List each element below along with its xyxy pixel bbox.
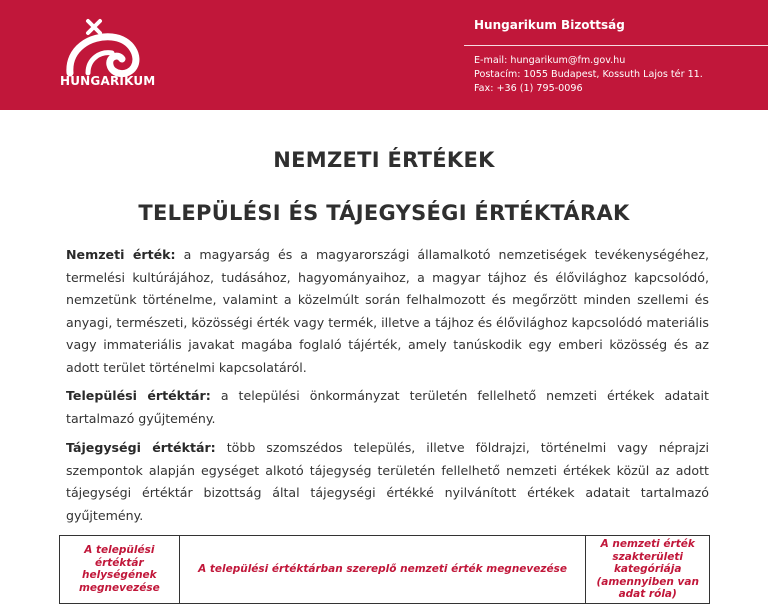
- table-header-row: [60, 536, 710, 604]
- definition-text: a települési önkormányzat területén fellelhető nemzeti értékek adatait tartalmazó gyűjtemény.: [66, 388, 709, 426]
- definition-paragraph: [66, 244, 709, 379]
- definition-term: Nemzeti érték:: [66, 247, 176, 262]
- organization-name: Hungarikum Bizottság: [474, 18, 625, 32]
- definition-text: a magyarság és a magyarországi államalkotó nemzetiségek tevékenységéhez, termelési kultúrájához, tudásához, hagyományaihoz, a magyar tájhoz és élővilághoz kapcsolódó, nemzetünk történelme, valamint a közelmúlt során felhalmozott és megőrzött minden szellemi és anyagi, természeti, közösségi érték vagy termék, illetve a tájhoz és élővilághoz kapcsolódó materiális vagy immateriális javakat magába foglaló tájérték, amely tanúskodik egy emberi közösség és az adott terület történelmi kapcsolatáról.: [66, 247, 709, 375]
- column-header-value-name: A települési értéktárban szereplő nemzeti érték megnevezése: [179, 536, 586, 604]
- definition-term: Települési értéktár:: [66, 388, 211, 403]
- header-band: [0, 0, 768, 110]
- values-table-wrapper: [59, 535, 710, 611]
- column-header-settlement: A települési értéktár helységének megnevezése: [60, 536, 180, 604]
- contact-email: E-mail: hungarikum@fm.gov.hu: [474, 55, 626, 66]
- contact-fax: Fax: +36 (1) 795-0096: [474, 83, 583, 94]
- definition-paragraph: [66, 437, 709, 527]
- page-title: NEMZETI ÉRTÉKEK: [273, 148, 495, 172]
- column-header-category: A nemzeti érték szakterületi kategóriája (amennyiben van adat róla): [586, 536, 710, 604]
- values-table: [59, 535, 710, 604]
- definition-term: Tájegységi értéktár:: [66, 440, 216, 455]
- logo-text: HUNGARIKUM: [60, 74, 156, 88]
- contact-address: Postacím: 1055 Budapest, Kossuth Lajos tér 11.: [474, 69, 703, 80]
- contact-block: [474, 54, 703, 96]
- page-subtitle: TELEPÜLÉSI ÉS TÁJEGYSÉGI ÉRTÉKTÁRAK: [138, 201, 630, 225]
- definition-text: több szomszédos település, illetve földrajzi, történelmi vagy néprajzi szempontok alapján egységet alkotó tájegység területén fellelhető nemzeti értékek közül az adott tájegységi értéktár bizottság által tájegységi értékké nyilvánított értékek adatait tartalmazó gyűjtemény.: [66, 440, 709, 523]
- header-divider: [464, 45, 768, 46]
- definition-paragraph: [66, 385, 709, 430]
